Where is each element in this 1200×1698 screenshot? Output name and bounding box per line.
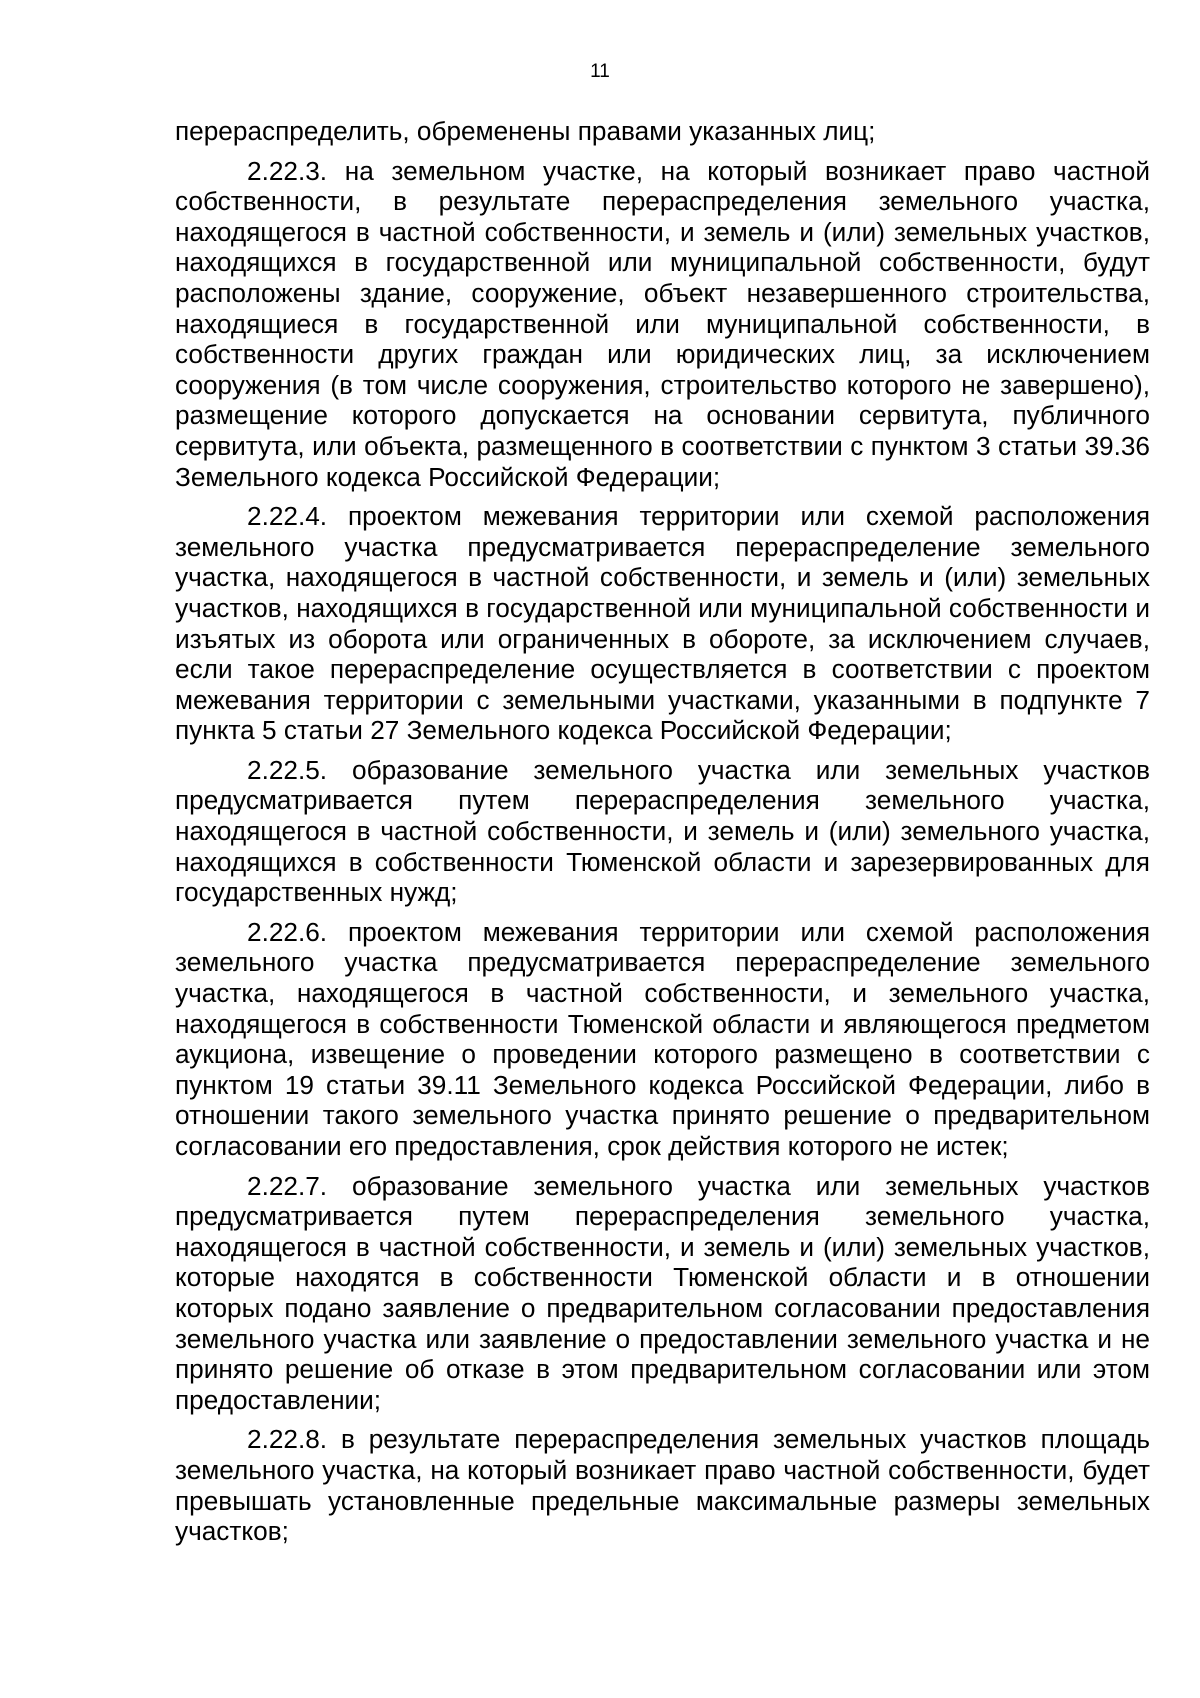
page-number: 11 xyxy=(590,61,610,82)
paragraph-2-22-4: 2.22.4. проектом межевания территории или схемой расположения земельного участка предусматривается перераспределение земельного участка, находящегося в частной собственности, и земель и (или) земельных участков, находящихся в государственной или муниципальной собственности и изъятых из оборота или ограниченных в обороте, за исключением случаев, если такое перераспределение осуществляется в соответствии с проектом межевания территории с земельными участками, указанными в подпункте 7 пункта 5 статьи 27 Земельного кодекса Российской Федерации; xyxy=(175,501,1150,746)
paragraph-2-22-5: 2.22.5. образование земельного участка или земельных участков предусматривается путем перераспределения земельного участка, находящегося в частной собственности, и земель и (или) земельного участка, находящихся в собственности Тюменской области и зарезервированных для государственных нужд; xyxy=(175,754,1150,908)
paragraph-2-22-7: 2.22.7. образование земельного участка или земельных участков предусматривается путем перераспределения земельного участка, находящегося в частной собственности, и земель и (или) земельных участков, которые находятся в собственности Тюменской области и в отношении которых подано заявление о предварительном согласовании предоставления земельного участка или заявление о предоставлении земельного участка и не принято решение об отказе в этом предварительном согласовании или этом предоставлении; xyxy=(175,1170,1150,1415)
document-body xyxy=(175,116,1150,1547)
paragraph-2-22-6: 2.22.6. проектом межевания территории или схемой расположения земельного участка предусматривается перераспределение земельного участка, находящегося в частной собственности, и земельного участка, находящегося в собственности Тюменской области и являющегося предметом аукциона, извещение о проведении которого размещено в соответствии с пунктом 19 статьи 39.11 Земельного кодекса Российской Федерации, либо в отношении такого земельного участка принято решение о предварительном согласовании его предоставления, срок действия которого не истек; xyxy=(175,916,1150,1161)
paragraph-2-22-3: 2.22.3. на земельном участке, на который возникает право частной собственности, в результате перераспределения земельного участка, находящегося в частной собственности, и земель и (или) земельных участков, находящихся в государственной или муниципальной собственности, будут расположены здание, сооружение, объект незавершенного строительства, находящиеся в государственной или муниципальной собственности, в собственности других граждан или юридических лиц, за исключением сооружения (в том числе сооружения, строительство которого не завершено), размещение которого допускается на основании сервитута, публичного сервитута, или объекта, размещенного в соответствии с пунктом 3 статьи 39.36 Земельного кодекса Российской Федерации; xyxy=(175,155,1150,492)
paragraph-2-22-8: 2.22.8. в результате перераспределения земельных участков площадь земельного участка, на который возникает право частной собственности, будет превышать установленные предельные максимальные размеры земельных участков; xyxy=(175,1424,1150,1547)
paragraph-continuation: перераспределить, обременены правами указанных лиц; xyxy=(175,116,876,146)
